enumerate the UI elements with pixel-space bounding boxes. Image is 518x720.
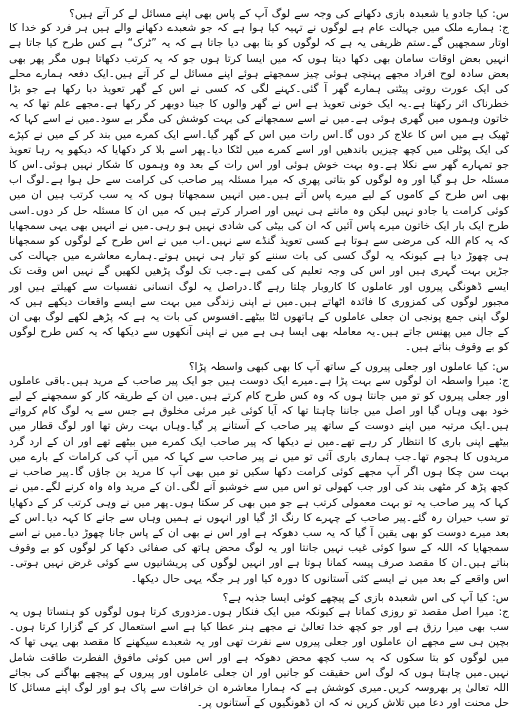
answer-2: ج: میرا واسطہ ان لوگوں سے بہت پڑا ہے۔میرے ایک دوست ہیں جو ایک پیر صاحب کے مرید ہیں۔باقی عاملوں اور جعلی پیروں کو تو میں جانتا ہوں کہ وہ کس طرح کام کرتے ہیں۔میں ان کے طریقہ کار کو سمجھنے کے لیے خود بھی وہاں گیا اور اصل میں جاننا چاہتا تھا کہ آیا کوئی غیر مرئی مخلوق ہے جس سے یہ لوگ کام کرواتے ہیں۔ایک مرتبہ میں اپنے دوست کے ساتھ پیر صاحب کے آستانے پر گیا۔وہاں بہت رش تھا اور لوگ قطار میں بیٹھے اپنی باری کا انتظار کر رہے تھے۔میں نے دیکھا کہ پیر صاحب ایک کمرے میں بیٹھے تھے اور ان کے ارد گرد مریدوں کا ہجوم تھا۔جب ہماری باری آئی تو میں نے پیر صاحب سے کہا کہ میں آپ کی کرامات کے بارے میں بہت سن چکا ہوں اگر آپ مجھے کوئی کرامت دکھا سکیں تو میں بھی آپ کا مرید بن جاؤں گا۔پیر صاحب نے کچھ پڑھ کر مٹھی بند کی اور جب کھولی تو اس میں سے خوشبو آنے لگی۔ان کے مرید واہ واہ کرنے لگے۔میں نے کہا کہ پیر صاحب یہ تو بہت معمولی کرتب ہے جو میں بھی کر سکتا ہوں۔پھر میں نے وہی کرتب کر کے دکھایا تو سب حیران رہ گئے۔پیر صاحب کے چہرے کا رنگ اڑ گیا اور انہوں نے ہمیں وہاں سے جانے کا کہہ دیا۔اس کے بعد میرے دوست کو بھی یقین آ گیا کہ یہ سب دھوکہ ہے اور اس نے بھی ان کے پاس جانا چھوڑ دیا۔میں نے اسے سمجھایا کہ اللہ کے سوا کوئی غیب نہیں جانتا اور یہ لوگ محض ہاتھ کی صفائی دکھا کر لوگوں کو بے وقوف بناتے ہیں۔ان کا مقصد صرف پیسہ کمانا ہوتا ہے اور انہیں لوگوں کی پریشانیوں سے کوئی غرض نہیں ہوتی۔اس واقعے کے بعد میں نے ایسے کئی آستانوں کا دورہ کیا اور ہر جگہ یہی حال دیکھا۔	[9, 374, 509, 585]
question-1: س: کیا جادو یا شعبدہ بازی دکھانے کی وجہ سے لوگ آپ کے پاس بھی اپنے مسائل لے کر آتے ہیں؟	[69, 7, 509, 20]
answer-3: ج: میرا اصل مقصد تو روزی کمانا ہے کیونکہ میں ایک فنکار ہوں۔مزدوری کرتا ہوں لوگوں کو ہنساتا ہوں یہ سب بھی میرا رزق ہے اور جو کچھ خدا تعالیٰ نے مجھے ہنر عطا کیا ہے اسے استعمال کر کے گزارا کرتا ہوں۔بچپن ہی سے مجھے ان عاملوں اور جعلی پیروں سے نفرت تھی اور یہ شعبدے سیکھنے کا مقصد بھی یہی تھا کہ میں لوگوں کو بتا سکوں کہ یہ سب کچھ محض دھوکہ ہے اور اس میں کوئی مافوق الفطرت طاقت شامل نہیں۔میں چاہتا ہوں کہ لوگ اس حقیقت کو جانیں اور ان جعلی عاملوں اور پیروں کے پیچھے بھاگنے کی بجائے اللہ تعالیٰ پر بھروسہ کریں۔میری کوشش ہے کہ ہمارا معاشرہ ان خرافات سے پاک ہو اور لوگ اپنے مسائل کا حل محنت اور دعا میں تلاش کریں نہ کہ ان ڈھونگیوں کے آستانوں پر۔	[9, 605, 509, 710]
question-3: س: کیا آپ کی اس شعبدہ بازی کے پیچھے کوئی ایسا جذبہ ہے؟	[222, 590, 509, 604]
answer-1: ج: ہمارے ملک میں جہالت عام ہے لوگوں نے تہیہ کیا ہوا ہے کہ جو شعبدے دکھانے والے ہیں ہر فرد کو خدا کا اوتار سمجھیں گے۔ستم ظریفی یہ ہے کہ لوگوں کو بتا بھی دیا جاتا ہے کہ یہ ”ٹرک“ ہے کس طرح کیا جاتا ہے انہیں بعض اوقات سامان بھی دکھا دیتا ہوں کہ میں ایسا کرتا ہوں جو کہ یہ کرتب دکھاتا ہوں مگر پھر بھی بعض سادہ لوح افراد مجھے پہنچی ہوئی چیز سمجھتے ہوئے اپنے مسائل لے کر آتے ہیں۔ایک دفعہ ہمارے محلے کی ایک عورت روتی پیٹتی ہمارے گھر آ گئی۔کہنے لگی کہ کسی نے اس کے گھر تعویذ دبا رکھا ہے جو بڑا خطرناک اثر رکھتا ہے۔یہ ایک خونی تعویذ ہے اس نے گھر والوں کا جینا دوبھر کر رکھا ہے۔مجھے علم تھا کہ یہ خاتون وہموں میں گھری ہوئی ہے۔میں نے اسے سمجھانے کی بہت کوشش کی مگر بے سود۔میں نے اسے کہا کہ ٹھیک ہے میں اس کا علاج کر دوں گا۔اس رات میں اس کے گھر گیا۔اسے ایک کمرے میں بند کر کے میں نے کپڑے کی ایک پوٹلی میں کچھ چیزیں باندھیں اور اسے کمرے میں لٹکا دیا۔پھر اسے بلا کر دکھایا کہ دیکھو یہ رہا تعویذ جو تمہارے گھر سے نکلا ہے۔وہ بہت خوش ہوئی اور اس رات کے بعد وہ وہموں کا شکار نہیں ہوئی۔اس کا مسئلہ حل ہو گیا اور وہ لوگوں کو بتاتی پھری کہ میرا مسئلہ پیر صاحب کی کرامت سے حل ہوا ہے۔لوگ اب بھی اس طرح کے کاموں کے لیے میرے پاس آتے ہیں۔میں انہیں سمجھاتا ہوں کہ یہ سب کرتب ہیں ان میں کوئی کرامت یا جادو نہیں لیکن وہ مانتے ہی نہیں اور اصرار کرتے ہیں کہ میں ان کا مسئلہ حل کر دوں۔اسی طرح ایک بار ایک خاتون میرے پاس آئیں کہ ان کی بیٹی کی شادی نہیں ہو رہی۔میں نے انہیں بھی یہی سمجھایا کہ یہ کام اللہ کی مرضی سے ہوتا ہے کسی تعویذ گنڈے سے نہیں۔اب میں نے اس طرح کے لوگوں کو سمجھانا ہی چھوڑ دیا ہے کیونکہ یہ لوگ کسی کی بات سننے کو تیار ہی نہیں ہوتے۔ہمارے معاشرے میں جہالت کی جڑیں بہت گہری ہیں اور اس کی وجہ تعلیم کی کمی ہے۔جب تک لوگ پڑھیں لکھیں گے نہیں اس وقت تک ایسے ڈھونگی پیروں اور عاملوں کا کاروبار چلتا رہے گا۔دراصل یہ لوگ انسانی نفسیات سے کھیلتے ہیں اور مجبور لوگوں کی کمزوری کا فائدہ اٹھاتے ہیں۔میں نے اپنی زندگی میں بہت سے ایسے واقعات دیکھے ہیں کہ لوگ اپنی جمع پونجی ان جعلی عاملوں کے ہاتھوں لٹا بیٹھے۔افسوس کی بات یہ ہے کہ پڑھے لکھے لوگ بھی ان کے جال میں پھنس جاتے ہیں۔یہ معاملہ بھی ایسا ہی ہے میں نے اپنی آنکھوں سے دیکھا کہ یہ کس طرح لوگوں کو بے وقوف بناتے ہیں۔	[9, 22, 509, 354]
question-2: س: کیا عاملوں اور جعلی پیروں کے ساتھ آپ کا بھی کبھی واسطہ پڑا؟	[188, 359, 509, 373]
